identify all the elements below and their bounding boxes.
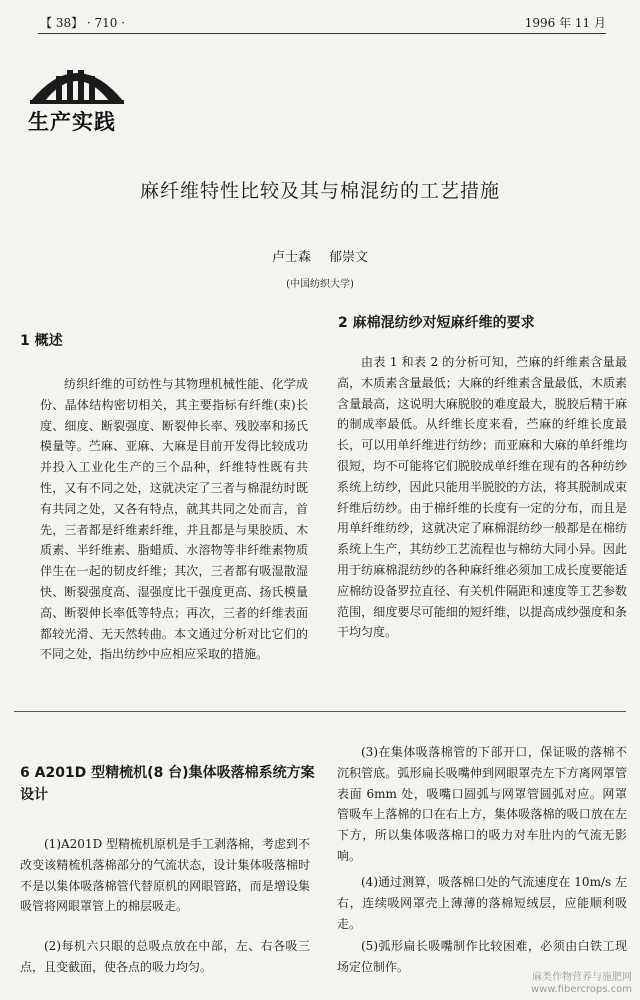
section-2-heading: 2 麻棉混纺纱对短麻纤维的要求 (338, 315, 535, 331)
factory-roof-icon (22, 50, 132, 108)
column-logo (22, 50, 132, 132)
section-6-paragraph-2: (2)每机六只眼的总吸点放在中部，左、右各吸三点，且变截面，使各点的吸力均匀。 (20, 939, 310, 974)
section-1-paragraph: 纺织纤维的可纺性与其物理机械性能、化学成份、晶体结构密切相关，其主要指标有纤维(束)长度、细度、断裂强度、断裂伸长率、残胶率和扬氏模量等。苎麻、亚麻、大麻是目前开发得比较成功并投入工业化生产的三个品种，纤维特性既有共性，又有不同之处，这就决定了三者与棉混纺时既有共同之处，又各有特点，就其共同之处而言，首先，三者都是纤维素纤维，并且都是与果胶质、木质素、半纤维素、脂蜡质、水溶物等非纤维素物质伴生在一起的韧皮纤维；其次，三者都有吸湿散湿快、断裂强度高、湿强度比干强度更高、扬氏模量高、断裂伸长率低等特点；再次，三者的纤维表面都较光滑、无天然转曲。本文通过分析对比它们的不同之处，指出纺纱中应相应采取的措施。 (40, 377, 308, 662)
column-logo-text: 生产实践 (28, 110, 116, 134)
section-6-paragraph-4: (4)通过测算，吸落棉口处的气流速度在 10m/s 左右，连续吸网罩壳上薄薄的落棉短绒层，应能顺利吸走。 (337, 875, 627, 931)
header-date: 1996 年 11 月 (524, 16, 606, 30)
header-page-number: 【 38】 · 710 · (40, 16, 126, 30)
header-rule (38, 33, 606, 34)
watermark-url: www.fibercrops.com (530, 984, 632, 995)
section-1-heading: 1 概述 (20, 333, 63, 349)
watermark (531, 972, 632, 996)
section-6-paragraph-3: (3)在集体吸落棉管的下部开口，保证吸的落棉不沉积管底。弧形扁长吸嘴伸到网眼罩壳左下方离网罩管表面 6mm 处，吸嘴口圆弧与网罩管圆弧对应。网罩管吸车上落棉的口在右上方，集体吸落棉的吸口放在左下方，所以集体吸落棉口的吸力对车肚内的气流无影响。 (337, 745, 627, 863)
article-authors: 卢士森 郁崇文 (271, 250, 369, 265)
section-6-paragraph-1: (1)A201D 型精梳机原机是手工剥落棉，考虑到不改变该精梳机落棉部分的气流状态，设计集体吸落棉时不是以集体吸落棉管代替原机的网眼管路，而是增设集吸管将网眼罩管上的棉层吸走。 (20, 837, 311, 914)
section-6-heading: 6 A201D 型精梳机(8 台)集体吸落棉系统方案设计 (20, 765, 315, 803)
watermark-site-name: 麻类作物营养与施肥网 (532, 972, 632, 983)
section-2-paragraph: 由表 1 和表 2 的分析可知，苎麻的纤维素含量最高，木质素含量最低；大麻的纤维素含量最低，木质素含量最高，这说明大麻脱胶的难度最大，脱胶后精干麻的制成率最低。从纤维长度来看，苎麻的纤维长度最长，可以用单纤维进行纺纱；而亚麻和大麻的单纤维均很短，均不可能将它们脱胶成单纤维在现有的各种纺纱系统上纺纱，因此只能用半脱胶的方法，将其脱制成束纤维后纺纱。由于棉纤维的长度有一定的分布，而且是用单纤维纺纱，这就决定了麻棉混纺纱一般都是在棉纺系统上生产，其纺纱工艺流程也与棉纺大同小异。因此用于纺麻棉混纺纱的各种麻纤维必须加工成长度要能适应棉纺设备罗拉直径、有关机件隔距和速度等工艺参数范围，细度要尽可能细的短纤维，以提高成纱强度和条干均匀度。 (337, 355, 627, 640)
article-title: 麻纤维特性比较及其与棉混纺的工艺措施 (139, 180, 500, 202)
section-divider (14, 711, 626, 712)
section-6-paragraph-5: (5)弧形扁长吸嘴制作比较困难，必须由白铁工现场定位制作。 (337, 939, 627, 974)
running-header (40, 14, 606, 30)
article-affiliation: (中国纺织大学) (286, 279, 354, 290)
